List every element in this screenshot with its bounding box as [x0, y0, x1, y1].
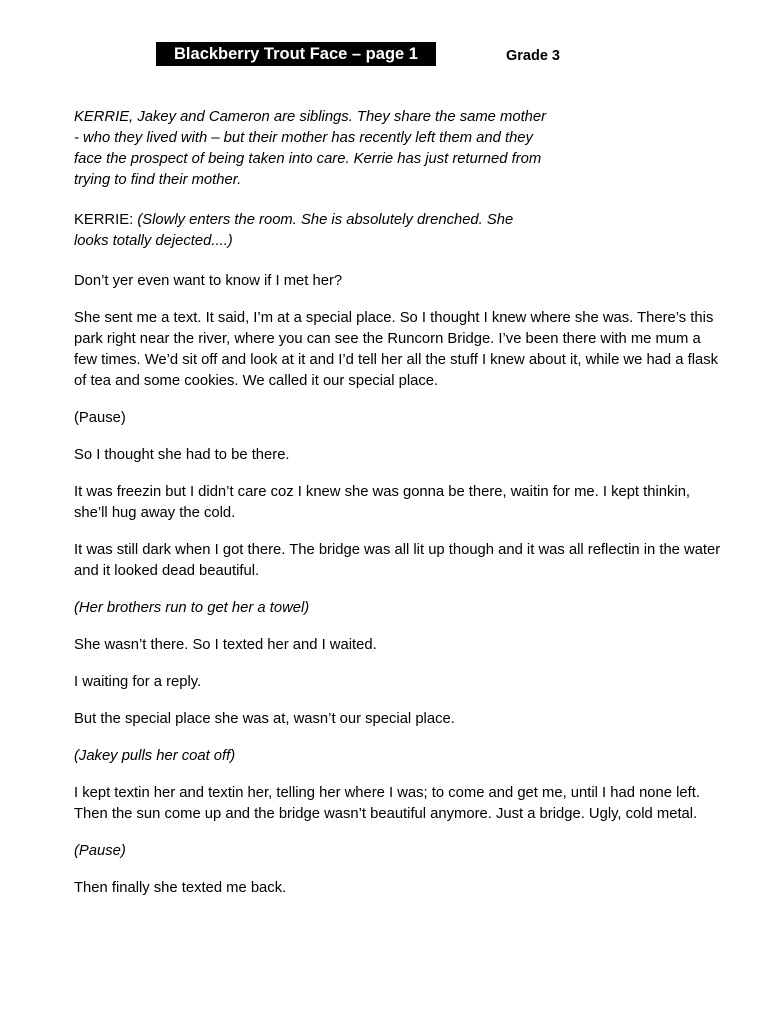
- dialogue-line: I waiting for a reply.: [74, 674, 202, 690]
- dialogue-line: It was freezin but I didn’t care coz I knew she was gonna be there, waitin for me. I kept thinkin, she’ll hug away the cold.: [74, 484, 691, 521]
- dialogue-line: But the special place she was at, wasn’t our special place.: [74, 711, 455, 727]
- speaker-name: KERRIE:: [74, 212, 134, 228]
- dialogue-line: It was still dark when I got there. The bridge was all lit up though and it was all reflectin in the water and it looked dead beautiful.: [74, 542, 721, 579]
- dialogue-line: I kept textin her and textin her, telling her where I was; to come and get me, until I had none left. Then the sun come up and the bridge wasn’t beautiful anymore. Just a bridge. Ugly, cold metal.: [74, 785, 700, 822]
- stage-direction: (Her brothers run to get her a towel): [74, 600, 310, 616]
- dialogue-line: Then finally she texted me back.: [74, 880, 287, 896]
- page-title: Blackberry Trout Face – page 1: [156, 42, 436, 66]
- pause-direction: (Pause): [74, 410, 126, 426]
- stage-direction: (Slowly enters the room. She is absolutely drenched. She looks totally dejected....): [74, 212, 514, 249]
- script-body: [74, 107, 722, 915]
- grade-label: Grade 3: [506, 48, 560, 64]
- dialogue-line: So I thought she had to be there.: [74, 447, 290, 463]
- dialogue-line: Don’t yer even want to know if I met her?: [74, 273, 343, 289]
- dialogue-line: She sent me a text. It said, I’m at a special place. So I thought I knew where she was. There’s this park right near the river, where you can see the Runcorn Bridge. I’ve been there with me mum a few times. We’d sit off and look at it and I’d tell her all the stuff I knew about it, while we had a flask of tea and some cookies. We called it our special place.: [74, 310, 719, 389]
- dialogue-line: She wasn’t there. So I texted her and I waited.: [74, 637, 377, 653]
- pause-direction: (Pause): [74, 843, 126, 859]
- opening-stage-direction: [74, 210, 534, 252]
- stage-direction: (Jakey pulls her coat off): [74, 748, 236, 764]
- intro-paragraph: KERRIE, Jakey and Cameron are siblings. They share the same mother - who they lived with – but their mother has recently left them and they face the prospect of being taken into care. Kerrie has just returned from trying to find their mother.: [74, 109, 547, 188]
